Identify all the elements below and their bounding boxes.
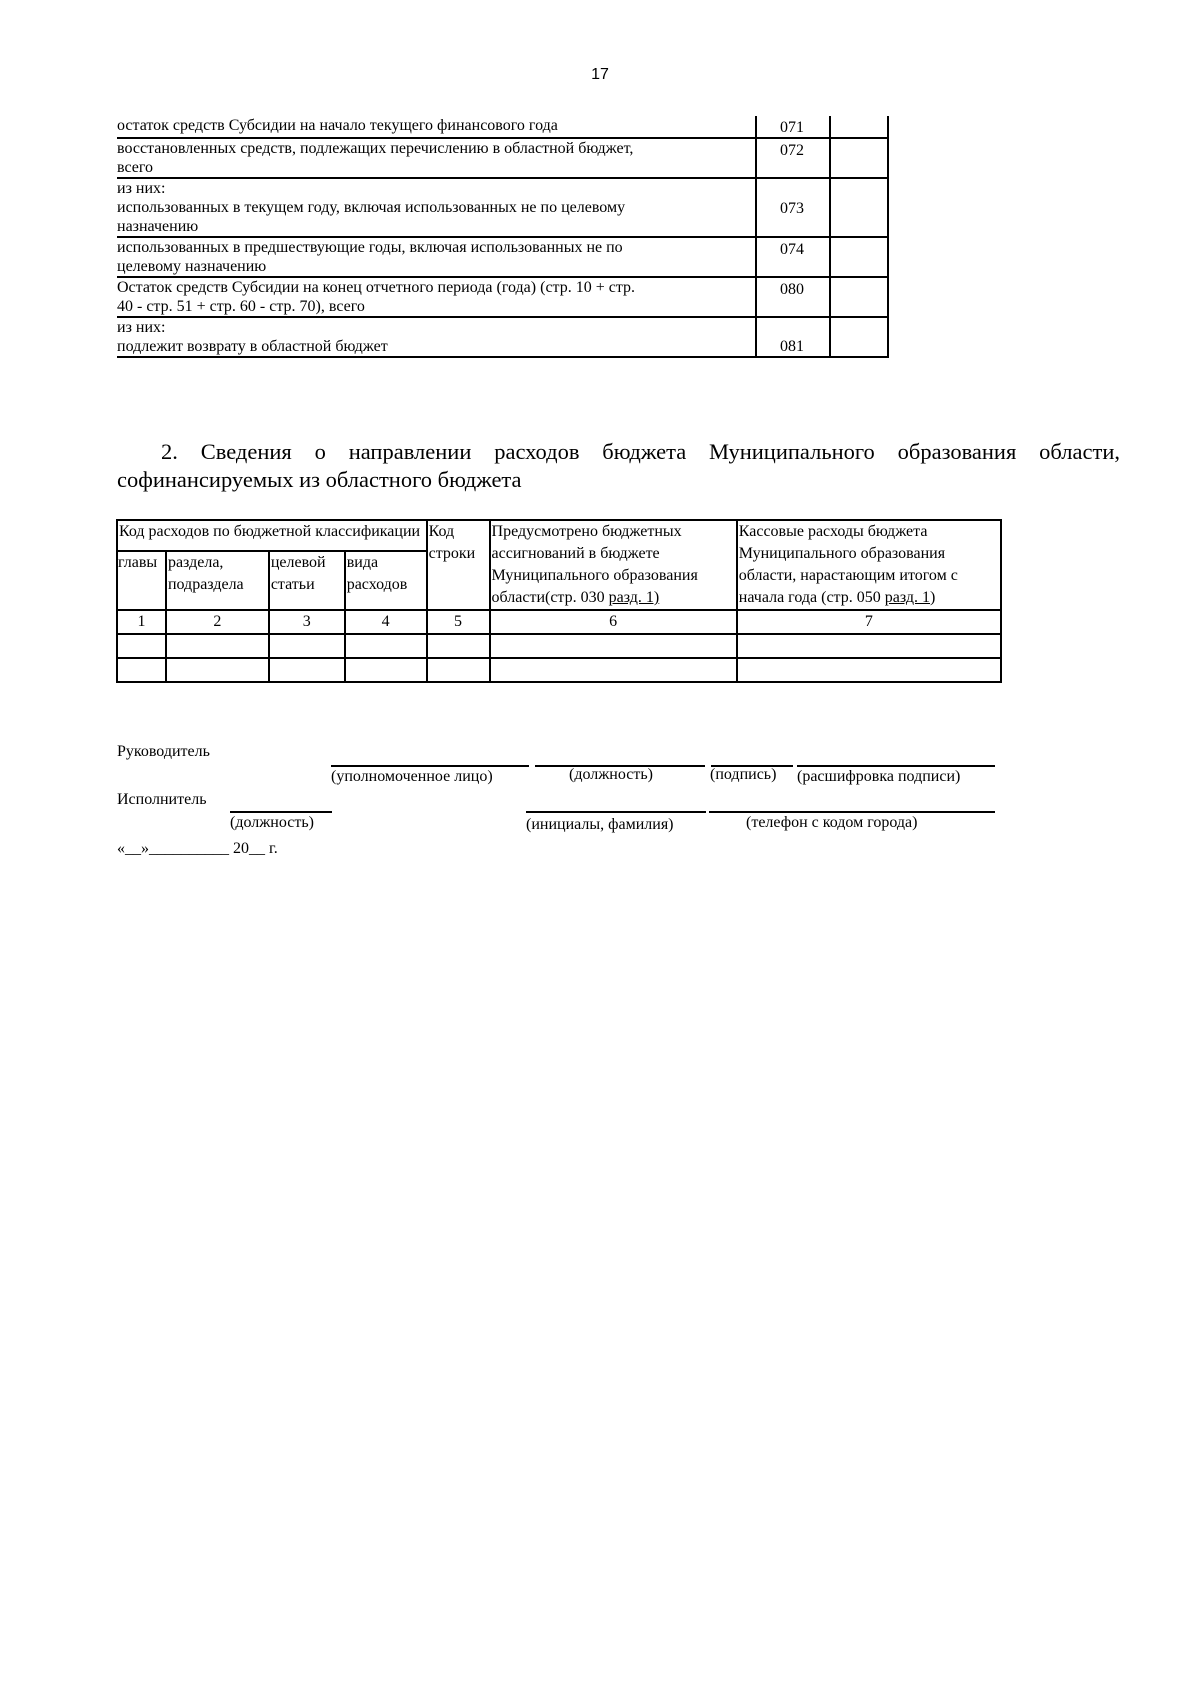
row-value-cell — [830, 237, 888, 277]
row-description: из них: подлежит возврату в областной бюджет — [117, 317, 756, 357]
executor-position-line — [230, 811, 332, 813]
decoding-caption: (расшифровка подписи) — [797, 768, 961, 785]
initials-caption: (инициалы, фамилия) — [526, 816, 674, 833]
header-budget-classification: Код расходов по бюджетной классификации — [117, 520, 427, 551]
header-line-code: Код строки — [427, 520, 490, 610]
row-code: 080 — [756, 277, 829, 317]
date-line: «__»__________ 20__ г. — [117, 840, 278, 857]
table-row — [117, 138, 888, 178]
head-label: Руководитель — [117, 743, 210, 760]
row-description: остаток средств Субсидии на начало текущего финансового года — [117, 116, 756, 138]
subsidy-balance-table — [117, 116, 889, 358]
column-number: 5 — [427, 610, 490, 634]
row-value-cell — [830, 317, 888, 357]
row-value-cell — [830, 277, 888, 317]
header-target-item: целевой статьи — [269, 551, 345, 610]
executor-position-caption: (должность) — [230, 814, 314, 831]
column-numbers-row — [117, 610, 1001, 634]
row-value-cell — [830, 138, 888, 178]
row-code: 071 — [756, 116, 829, 138]
table-row — [117, 277, 888, 317]
column-number: 6 — [490, 610, 737, 634]
table-row — [117, 634, 1001, 658]
position-caption: (должность) — [569, 766, 653, 783]
table-row — [117, 658, 1001, 682]
row-code: 072 — [756, 138, 829, 178]
decoding-line — [797, 765, 995, 767]
executor-label: Исполнитель — [117, 791, 207, 808]
table-row — [117, 237, 888, 277]
column-number: 4 — [345, 610, 427, 634]
table-row — [117, 178, 888, 237]
row-code: 074 — [756, 237, 829, 277]
row-code: 073 — [756, 178, 829, 237]
row-code: 081 — [756, 317, 829, 357]
phone-line — [709, 811, 995, 813]
table-row — [117, 116, 888, 138]
column-number: 1 — [117, 610, 166, 634]
header-chapter: главы — [117, 551, 166, 610]
signature-caption: (подпись) — [710, 766, 777, 783]
header-planned-allocations: Предусмотрено бюджетных ассигнований в бюджете Муниципального образования области(стр. 030 разд. 1) — [490, 520, 737, 610]
row-value-cell — [830, 178, 888, 237]
section-2-heading: 2. Сведения о направлении расходов бюджета Муниципального образования области, софинансируемых из областного бюджета — [117, 439, 1120, 492]
column-number: 7 — [737, 610, 1001, 634]
header-cash-expenditures: Кассовые расходы бюджета Муниципального образования области, нарастающим итогом с начала года (стр. 050 разд. 1) — [737, 520, 1001, 610]
header-expense-type: вида расходов — [345, 551, 427, 610]
table-row — [117, 317, 888, 357]
authorized-caption: (уполномоченное лицо) — [331, 768, 493, 785]
row-description: Остаток средств Субсидии на конец отчетного периода (года) (стр. 10 + стр. 40 - стр. 51 + стр. 60 - стр. 70), всего — [117, 277, 756, 317]
header-section: раздела, подраздела — [166, 551, 269, 610]
column-number: 3 — [269, 610, 345, 634]
authorized-line — [331, 765, 529, 767]
page-number: 17 — [591, 66, 609, 83]
initials-line — [526, 811, 706, 813]
row-description: из них: использованных в текущем году, включая использованных не по целевому назначению — [117, 178, 756, 237]
row-description: использованных в предшествующие годы, включая использованных не по целевому назначению — [117, 237, 756, 277]
column-number: 2 — [166, 610, 269, 634]
row-value-cell — [830, 116, 888, 138]
table-header-row — [117, 520, 1001, 551]
row-description: восстановленных средств, подлежащих перечислению в областной бюджет, всего — [117, 138, 756, 178]
phone-caption: (телефон с кодом города) — [746, 814, 918, 831]
expenditure-direction-table — [116, 519, 1002, 683]
